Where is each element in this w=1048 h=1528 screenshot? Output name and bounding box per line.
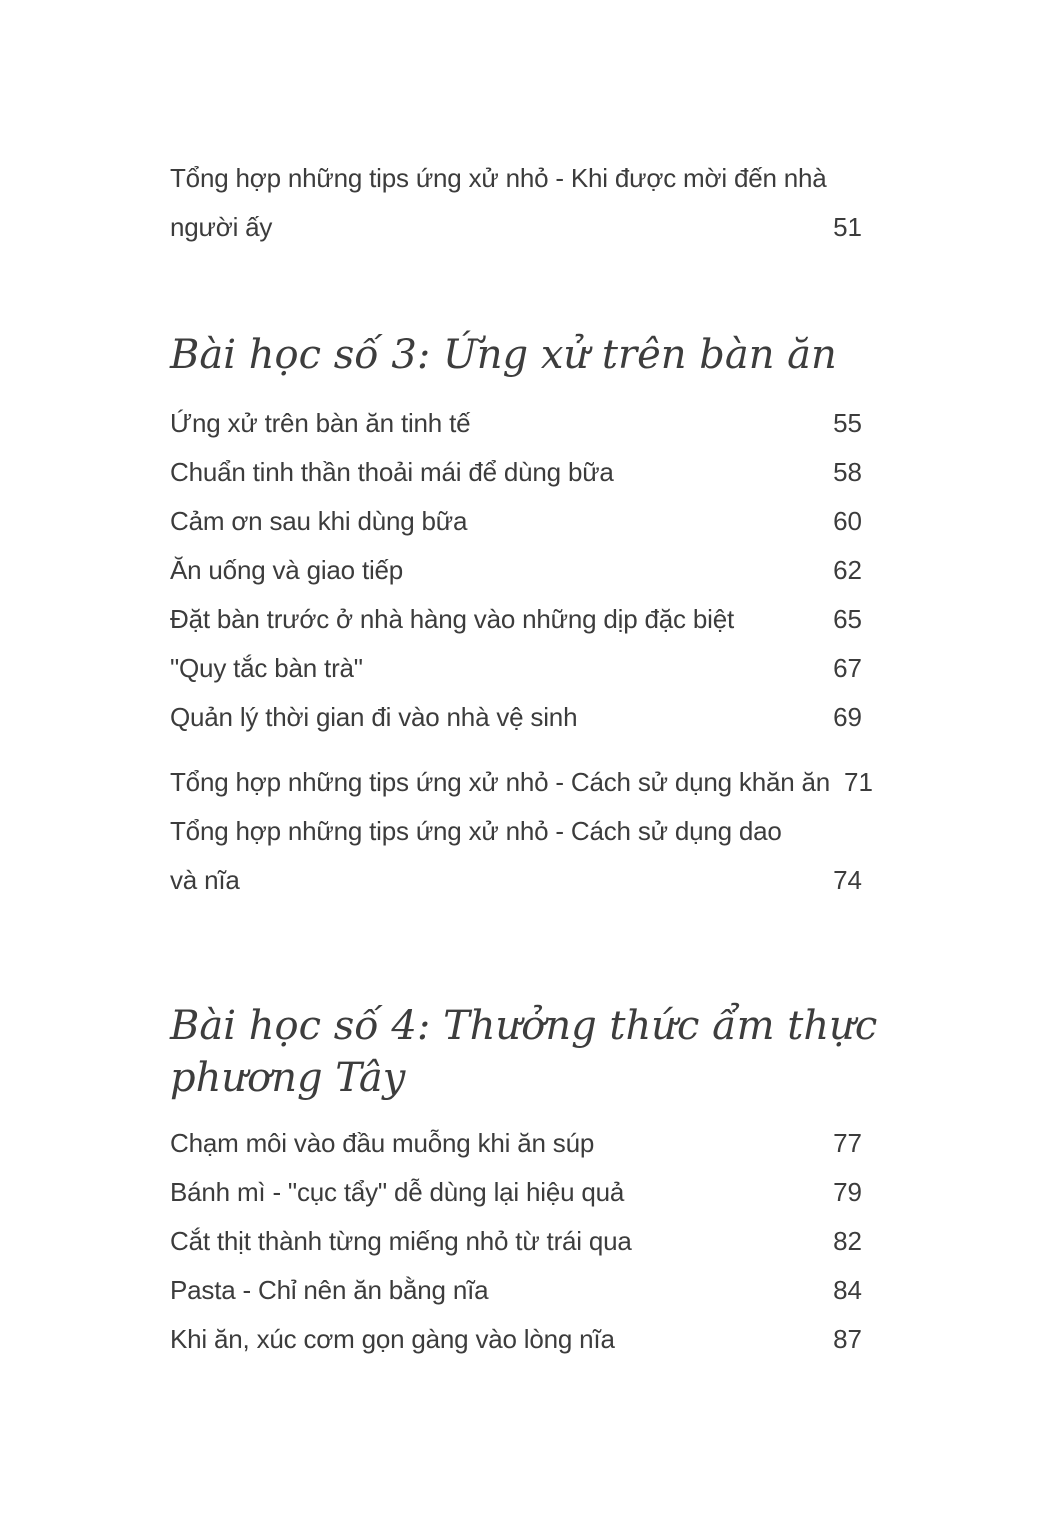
section-heading-line-1: Bài học số 4: Thưởng thức ẩm thực — [170, 1003, 878, 1049]
toc-entry — [170, 546, 862, 595]
toc-entry-page-number: 51 — [833, 212, 862, 242]
toc-entry-page-number: 69 — [833, 702, 862, 732]
section-heading-lesson-4 — [170, 1000, 878, 1104]
toc-entry-page-number: 79 — [833, 1177, 862, 1207]
toc-entry-page-number: 71 — [844, 767, 873, 797]
toc-entry-title: Tổng hợp những tips ứng xử nhỏ - Cách sử dụng khăn ăn — [170, 767, 831, 797]
toc-entry — [170, 1119, 862, 1168]
toc-entry-title: Tổng hợp những tips ứng xử nhỏ - Khi được mời đến nhà — [170, 163, 827, 193]
toc-entry-page-number: 58 — [833, 457, 862, 487]
toc-entry — [170, 497, 862, 546]
toc-entry-title: Chuẩn tinh thần thoải mái để dùng bữa — [170, 457, 614, 487]
toc-entry — [170, 758, 873, 807]
toc-entry — [170, 154, 862, 203]
toc-entry-page-number: 55 — [833, 408, 862, 438]
toc-entry — [170, 644, 862, 693]
toc-entry-title: Ứng xử trên bàn ăn tinh tế — [170, 408, 471, 438]
toc-entry-page-number: 67 — [833, 653, 862, 683]
toc-entry-continued — [170, 203, 862, 252]
toc-entry-title: Chạm môi vào đầu muỗng khi ăn súp — [170, 1128, 595, 1158]
toc-entry-page-number: 87 — [833, 1324, 862, 1354]
tips-entries-group — [170, 758, 873, 905]
toc-entry-continued — [170, 856, 862, 905]
toc-entry-title: "Quy tắc bàn trà" — [170, 653, 363, 683]
toc-entry-title: và nĩa — [170, 865, 240, 895]
toc-entry-page-number: 65 — [833, 604, 862, 634]
toc-entry — [170, 1266, 862, 1315]
toc-entry-title: Quản lý thời gian đi vào nhà vệ sinh — [170, 702, 578, 732]
toc-entry-page-number: 62 — [833, 555, 862, 585]
toc-entry — [170, 807, 862, 856]
table-of-contents — [170, 154, 878, 1364]
toc-entry — [170, 399, 862, 448]
toc-entry-title: Bánh mì - "cục tẩy" dễ dùng lại hiệu quả — [170, 1177, 625, 1207]
section-heading-lesson-3: Bài học số 3: Ứng xử trên bàn ăn — [170, 332, 837, 378]
toc-entry-title: Cắt thịt thành từng miếng nhỏ từ trái qua — [170, 1226, 632, 1256]
toc-entry-title: Ăn uống và giao tiếp — [170, 555, 404, 585]
toc-entry-title: Pasta - Chỉ nên ăn bằng nĩa — [170, 1275, 489, 1305]
toc-entry — [170, 1168, 862, 1217]
toc-entry-title: Khi ăn, xúc cơm gọn gàng vào lòng nĩa — [170, 1324, 615, 1354]
toc-entry — [170, 448, 862, 497]
toc-entry-title: người ấy — [170, 212, 273, 242]
toc-entry-title: Cảm ơn sau khi dùng bữa — [170, 506, 468, 536]
toc-entry — [170, 1217, 862, 1266]
toc-entry-page-number: 60 — [833, 506, 862, 536]
toc-entry — [170, 693, 862, 742]
toc-entry-title: Đặt bàn trước ở nhà hàng vào những dịp đặc biệt — [170, 604, 734, 634]
toc-entry-title: Tổng hợp những tips ứng xử nhỏ - Cách sử dụng dao — [170, 816, 782, 846]
toc-entry — [170, 595, 862, 644]
toc-entry-page-number: 82 — [833, 1226, 862, 1256]
toc-entry — [170, 1315, 862, 1364]
toc-entry-page-number: 84 — [833, 1275, 862, 1305]
toc-entry-page-number: 74 — [833, 865, 862, 895]
toc-entry-page-number: 77 — [833, 1128, 862, 1158]
section-heading-line-2: phương Tây — [170, 1055, 406, 1101]
